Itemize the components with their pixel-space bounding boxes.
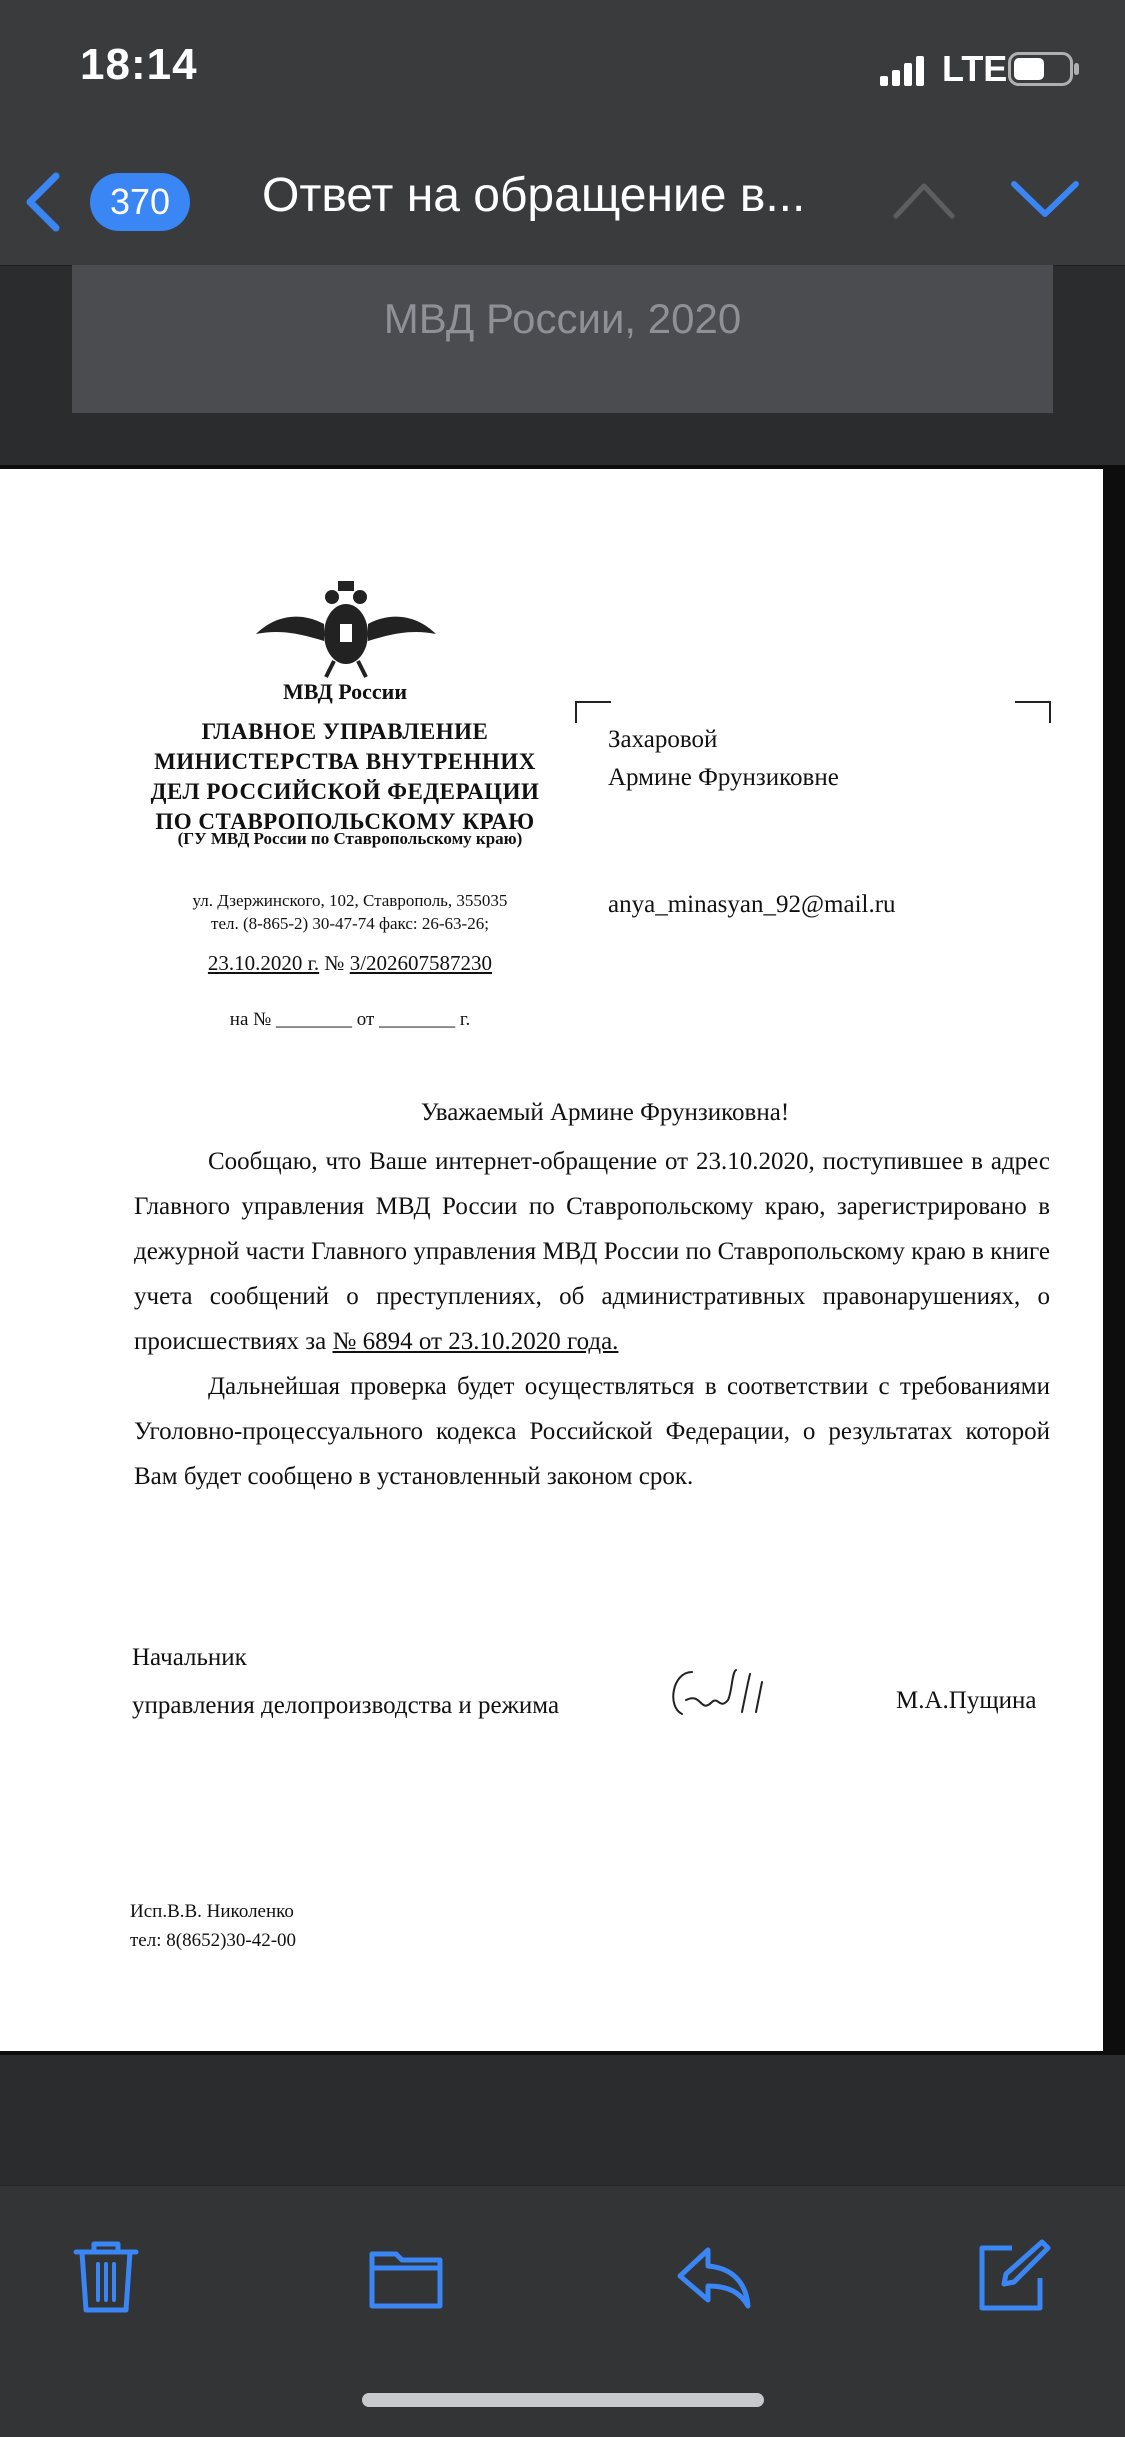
outgoing-date: 23.10.2020 г.: [207, 951, 320, 975]
address-corner-mark: [575, 701, 611, 723]
compose-icon[interactable]: [972, 2236, 1052, 2316]
signer-name: М.А.Пущина: [896, 1687, 1037, 1714]
recipient-block: [608, 721, 839, 797]
org-title-line: ГЛАВНОЕ УПРАВЛЕНИЕ: [201, 719, 489, 744]
chevron-left-icon[interactable]: [22, 170, 66, 234]
paragraph-text: Сообщаю, что Ваше интернет-обращение от 23.10.2020, поступившее в адрес Главного управления МВД России по Ставропольскому краю, зарегистрировано в дежурной части Главного управления МВД России по Ставропольскому краю в книге учета сообщений о преступлениях, об административных правонарушениях, о происшествиях за: [134, 1148, 1050, 1355]
trash-icon[interactable]: [66, 2236, 146, 2316]
org-title-line: МИНИСТЕРСТВА ВНУТРЕННИХ: [154, 749, 536, 774]
registration-number: № 6894 от 23.10.2020 года.: [332, 1328, 619, 1355]
phone-fax-line: тел. (8-865-2) 30-47-74 факс: 26-63-26;: [211, 914, 489, 933]
signer-title-line: Начальник: [132, 1644, 247, 1671]
page-shadow-edge: [1103, 465, 1125, 2055]
handwritten-signature: [662, 1652, 782, 1722]
executor-phone: тел: 8(8652)30-42-00: [130, 1930, 297, 1951]
org-title-line: ДЕЛ РОССИЙСКОЙ ФЕДЕРАЦИИ: [150, 779, 540, 804]
signer-title: [132, 1634, 559, 1730]
reference-line: на № ________ от ________ г.: [229, 1009, 471, 1030]
network-type: LTE: [942, 48, 1008, 89]
outgoing-number: [140, 951, 560, 976]
org-address: [140, 889, 560, 935]
recipient-email: anya_minasyan_92@mail.ru: [608, 891, 896, 918]
org-title-line: ПО СТАВРОПОЛЬСКОМУ КРАЮ: [155, 809, 535, 834]
number-sign: №: [324, 951, 345, 975]
attachment-caption: МВД России, 2020: [383, 295, 742, 342]
letter-body: [134, 1139, 1050, 1499]
status-time: 18:14: [80, 40, 198, 89]
address-corner-mark: [1015, 701, 1051, 723]
signer-title-line: управления делопроизводства и режима: [132, 1692, 560, 1719]
org-sub-name: (ГУ МВД России по Ставропольскому краю): [177, 829, 523, 848]
recipient-surname: Захаровой: [608, 726, 718, 753]
status-bar: [0, 0, 1125, 140]
double-headed-eagle-emblem: [256, 579, 436, 679]
document-viewer[interactable]: [0, 465, 1125, 2055]
outgoing-reg-number: 3/202607587230: [349, 951, 493, 975]
battery-icon: [1008, 52, 1080, 86]
reply-icon[interactable]: [672, 2236, 752, 2316]
org-short-name: МВД России: [282, 679, 407, 704]
body-paragraph: [134, 1139, 1050, 1364]
home-indicator[interactable]: [362, 2393, 764, 2407]
document-paper: [0, 469, 1103, 2051]
folder-icon[interactable]: [366, 2236, 446, 2316]
message-title: Ответ на обращение в...: [262, 169, 806, 222]
recipient-name: Армине Фрунзиковне: [608, 764, 839, 791]
address-line: ул. Дзержинского, 102, Ставрополь, 355035: [192, 891, 508, 910]
message-count-badge[interactable]: 370: [90, 173, 190, 231]
previous-attachment-preview[interactable]: [72, 265, 1053, 413]
executor-name: Исп.В.В. Николенко: [130, 1901, 294, 1922]
greeting: Уважаемый Армине Фрунзиковна!: [420, 1099, 790, 1126]
executor-block: [130, 1897, 296, 1955]
chevron-up-icon[interactable]: [892, 176, 956, 224]
chevron-down-icon[interactable]: [1010, 176, 1080, 224]
nav-bar: [0, 140, 1125, 266]
org-full-title: [150, 717, 540, 837]
body-paragraph: Дальнейшая проверка будет осуществляться в соответствии с требованиями Уголовно-процессуального кодекса Российской Федерации, о результатах которой Вам будет сообщено в установленный законом срок.: [134, 1373, 1050, 1490]
signal-icon: [880, 56, 924, 86]
